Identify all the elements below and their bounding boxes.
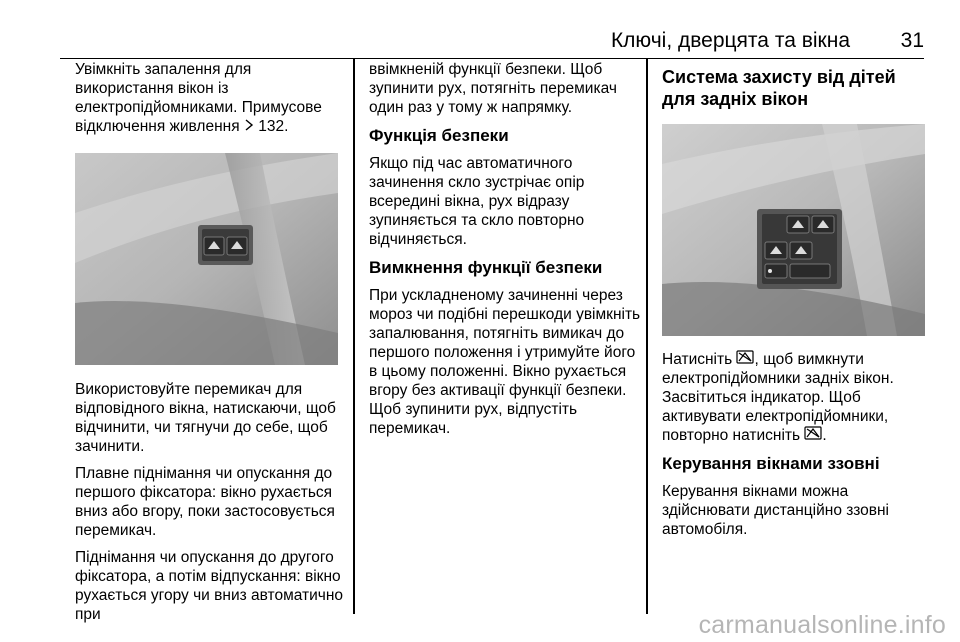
second-detent-paragraph: Піднімання чи опускання до другого фіксатора, а потім відпускання: вікно рухається угору чи вниз автоматично при [75, 549, 344, 623]
column-divider-2 [646, 58, 648, 614]
rear-window-switch-photo [662, 124, 925, 336]
child-lock-button-icon [736, 350, 754, 369]
safety-function-heading: Функція безпеки [369, 126, 509, 145]
front-window-switch-photo [75, 153, 338, 365]
exterior-control-paragraph: Керування вікнами можна здійснювати дистанційно ззовні автомобіля. [662, 483, 889, 538]
section-title: Ключі, дверцята та вікна [610, 29, 850, 52]
page-reference-icon [244, 117, 254, 136]
child-lock-heading: Система захисту від дітей для задніх вікон [662, 67, 896, 109]
continued-paragraph: ввімкненій функції безпеки. Щоб зупинити рух, потягніть перемикач один раз у тому ж напрямку. [369, 61, 617, 116]
child-lock-button-icon [804, 426, 822, 445]
column-3 [662, 60, 924, 547]
page-reference-link[interactable]: 132. [258, 118, 289, 135]
first-detent-paragraph: Плавне піднімання чи опускання до першого фіксатора: вікно рухається вниз або вгору, поки застосовується перемикач. [75, 465, 335, 539]
disable-safety-paragraph: При ускладненому зачиненні через мороз чи подібні перешкоди увімкніть запалювання, потягніть вимикач до першого положення і утримуйте його в цьому положенні. Вікно рухається вгору без активації функції безпеки. Щоб зупинити рух, відпустіть перемикач. [369, 287, 641, 437]
child-lock-paragraph: Натисніть , щоб вимкнути електропідйомники задніх вікон. Засвітиться індикатор. Щоб активувати електропідйомники, повторно натисніть . [662, 351, 894, 444]
column-2 [369, 60, 641, 446]
page-header [60, 24, 924, 59]
usage-paragraph: Використовуйте перемикач для відповідного вікна, натискаючи, щоб відчинити, чи тягнучи до себе, щоб зачинити. [75, 381, 336, 455]
exterior-control-heading: Керування вікнами ззовні [662, 454, 880, 473]
intro-paragraph: Увімкніть запалення для використання вікон із електропідйомниками. Примусове відключення живлення 132. [75, 61, 322, 135]
column-1 [75, 60, 347, 632]
page-number: 31 [900, 29, 924, 52]
column-divider-1 [353, 58, 355, 614]
safety-function-paragraph: Якщо під час автоматичного зачинення скло зустрічає опір всередині вікна, рух відразу зупиняється та скло повторно відчиняється. [369, 155, 585, 248]
watermark: carmanualsonline.info [698, 611, 946, 639]
disable-safety-heading: Вимкнення функції безпеки [369, 258, 603, 277]
